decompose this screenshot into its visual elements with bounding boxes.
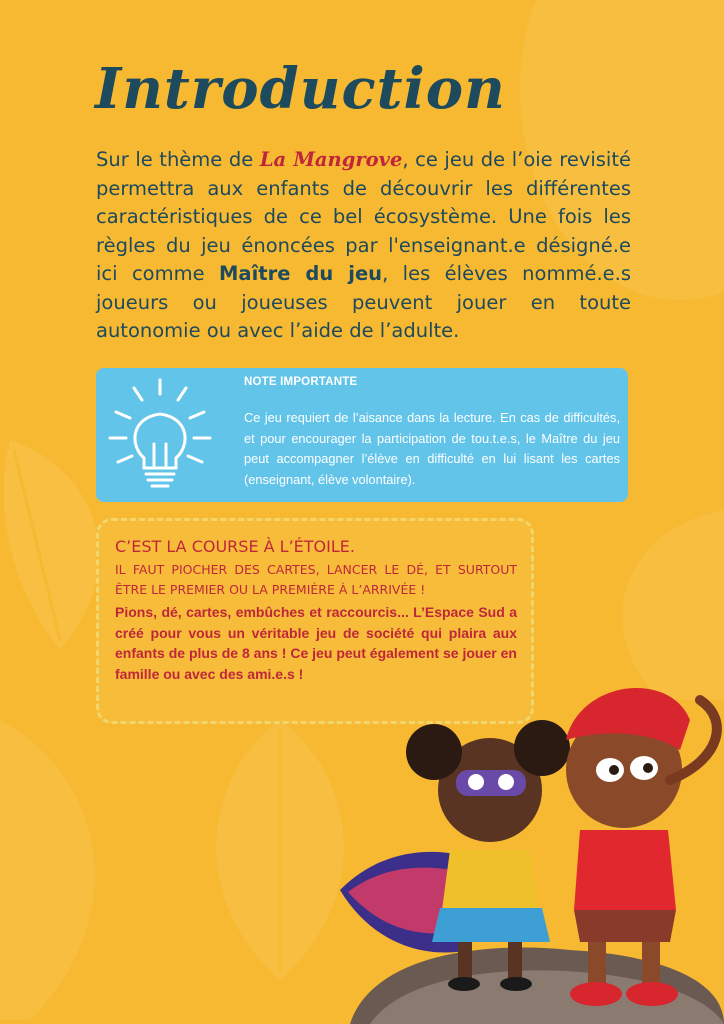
race-body: Pions, dé, cartes, embûches et raccourcis... L’Espace Sud a créé pour vous un véritable jeu de société qui plaira aux enfants de plus de 8 ans ! Ce jeu peut également se jouer en famille ou avec des ami.e.s ! [115, 604, 517, 682]
race-rules: IL FAUT PIOCHER DES CARTES, LANCER LE DÉ, ET SURTOUT ÊTRE LE PREMIER OU LA PREMIÈRE À L’ARRIVÉE ! [115, 562, 517, 597]
intro-text: Sur le thème de [96, 148, 260, 171]
intro-text: , les élèves nommé.e.s joueurs ou joueuses peuvent jouer en toute autonomie ou avec l’aide de l’adulte. [96, 262, 631, 342]
monstera-leaf-decoration [0, 700, 130, 1020]
lightbulb-icon [104, 374, 216, 494]
page-title: Introduction [95, 56, 506, 122]
intro-text: , ce jeu de l’oie revisité permettra aux enfants de découvrir les différentes caractéristiques de ce bel écosystème. Une fois les règles du jeu énoncées par l'enseignant.e désigné.e ici comme [96, 148, 631, 285]
important-note-box [96, 368, 628, 502]
race-title: C’EST LA COURSE À L’ÉTOILE. [115, 537, 355, 556]
intro-paragraph [96, 146, 631, 346]
note-text: Ce jeu requiert de l’aisance dans la lecture. En cas de difficultés, et pour encourager la participation de tou.t.e.s, le Maître du jeu peut accompagner l’élève en difficulté en lui lisant les cartes (enseignant, élève volontaire). [244, 410, 620, 487]
theme-name: La Mangrove [259, 148, 403, 171]
game-master-term: Maître du jeu [219, 262, 383, 285]
note-title: NOTE IMPORTANTE [244, 376, 358, 388]
children-characters-illustration [330, 660, 724, 1024]
